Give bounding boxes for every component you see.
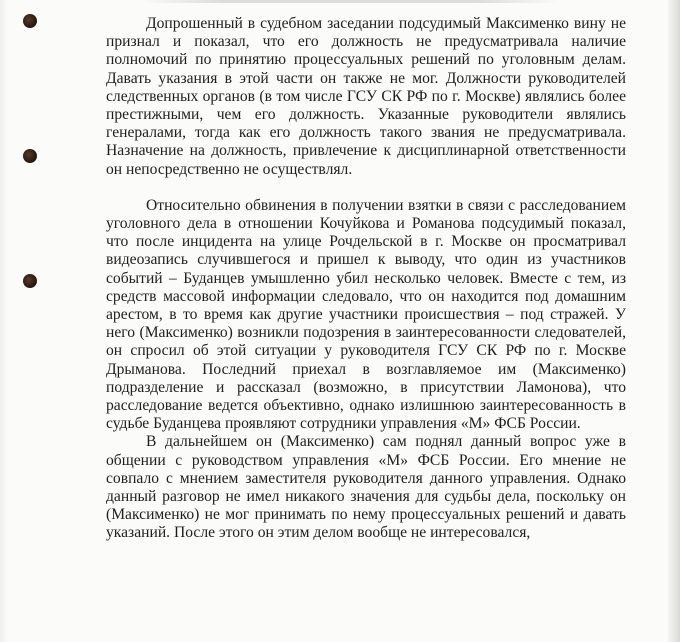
paragraph-bribery-charge: Относительно обвинения в получении взятки в связи с расследованием уголовного дела в отношении Кочуйкова и Романова подсудимый показал, что после инцидента на улице Рочдельской в г. Москве он просматривал видеозапись случившегося и пришел к выводу, что один из участников событий – Буданцев умышленно убил несколько человек. Вместе с тем, из средств массовой информации следовало, что он находится под домашним арестом, в то время как другие участники происшествия – под стражей. У него (Максименко) возникли подозрения в заинтересованности следователей, он спросил об этой ситуации у руководителя ГСУ СК РФ по г. Москве Дрыманова. Последний приехал в возглавляемое им (Максименко) подразделение и рассказал (возможно, в присутствии Ламонова), что расследование ведется объективно, однако излишнюю заинтересованность в судьбе Буданцева проявляют сотрудники управления «М» ФСБ России. xyxy=(106,196,626,433)
cropped-previous-line xyxy=(140,0,560,3)
document-body xyxy=(106,15,626,543)
binder-hole-icon xyxy=(23,149,37,163)
page-left-edge xyxy=(0,0,8,642)
binder-hole-icon xyxy=(23,274,37,288)
page-right-edge xyxy=(668,0,680,642)
paragraph-testimony-position: Допрошенный в судебном заседании подсудимый Максименко вину не признал и показал, что его должность не предусматривала наличие полномочий по принятию процессуальных решений по уголовным делам. Давать указания в этой части он также не мог. Должности руководителей следственных органов (в том числе ГСУ СК РФ по г. Москве) являлись более престижными, чем его должность. Указанные руководители являлись генералами, тогда как его должность такого звания не предусматривала. Назначение на должность, привлечение к дисциплинарной ответственности он непосредственно не осуществлял. xyxy=(106,15,626,178)
paragraph-further-discussion: В дальнейшем он (Максименко) сам поднял данный вопрос уже в общении с руководством управления «М» ФСБ России. Его мнение не совпало с мнением заместителя руководителя данного управления. Однако данный разговор не имел никакого значения для судьбы дела, поскольку он (Максименко) не мог принимать по нему процессуальных решений и давать указаний. После этого он этим делом вообще не интересовался, xyxy=(106,433,626,542)
binder-hole-icon xyxy=(23,14,37,28)
